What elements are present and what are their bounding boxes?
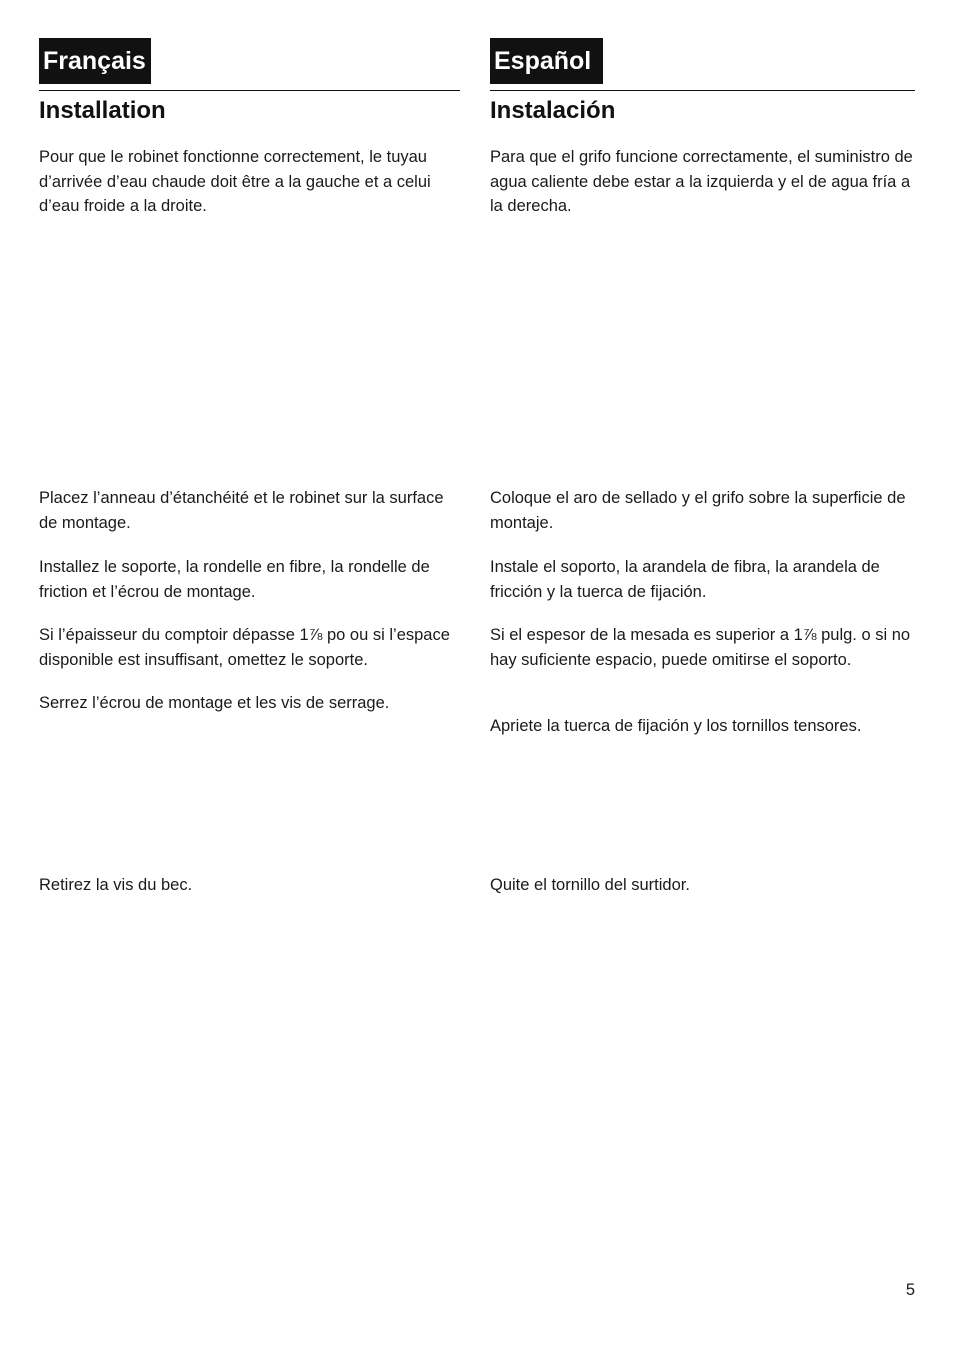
es-step2-paragraph-1: Coloque el aro de sellado y el grifo sobre la superficie de montaje. (490, 489, 906, 532)
fr-step3-paragraph: Retirez la vis du bec. (39, 876, 193, 894)
section-title-french: Installation (39, 97, 166, 124)
fr-step2-paragraph-1: Placez l’anneau d’étanchéité et le robinet sur la surface de montage. (39, 489, 444, 532)
header-rule-spanish (490, 90, 915, 91)
es-step2-paragraph-4: Apriete la tuerca de fijación y los tornillos tensores. (490, 717, 862, 735)
es-step3-paragraph: Quite el tornillo del surtidor. (490, 876, 690, 894)
language-tab-spanish: Español (490, 38, 603, 84)
fr-step1-paragraph: Pour que le robinet fonctionne correctement, le tuyau d’arrivée d’eau chaude doit être a la gauche et a celui d’eau froide a la droite. (39, 148, 431, 215)
header-rule-french (39, 90, 460, 91)
es-step2-paragraph-2: Instale el soporto, la arandela de fibra, la arandela de fricción y la tuerca de fijación. (490, 558, 880, 601)
fr-step2-paragraph-3: Si l’épaisseur du comptoir dépasse 1⅞ po ou si l’espace disponible est insuffisant, omettez le soporte. (39, 626, 450, 669)
page-number: 5 (905, 1281, 915, 1299)
es-step1-paragraph: Para que el grifo funcione correctamente, el suministro de agua caliente debe estar a la izquierda y el de agua fría a la derecha. (490, 148, 913, 215)
language-tab-french: Français (39, 38, 151, 84)
section-title-spanish: Instalación (490, 97, 616, 124)
fr-step2-paragraph-4: Serrez l’écrou de montage et les vis de serrage. (39, 694, 390, 712)
es-step2-paragraph-3: Si el espesor de la mesada es superior a 1⅞ pulg. o si no hay suficiente espacio, puede omitirse el soporto. (490, 626, 911, 669)
fr-step2-paragraph-2: Installez le soporte, la rondelle en fibre, la rondelle de friction et l’écrou de montage. (39, 558, 430, 601)
